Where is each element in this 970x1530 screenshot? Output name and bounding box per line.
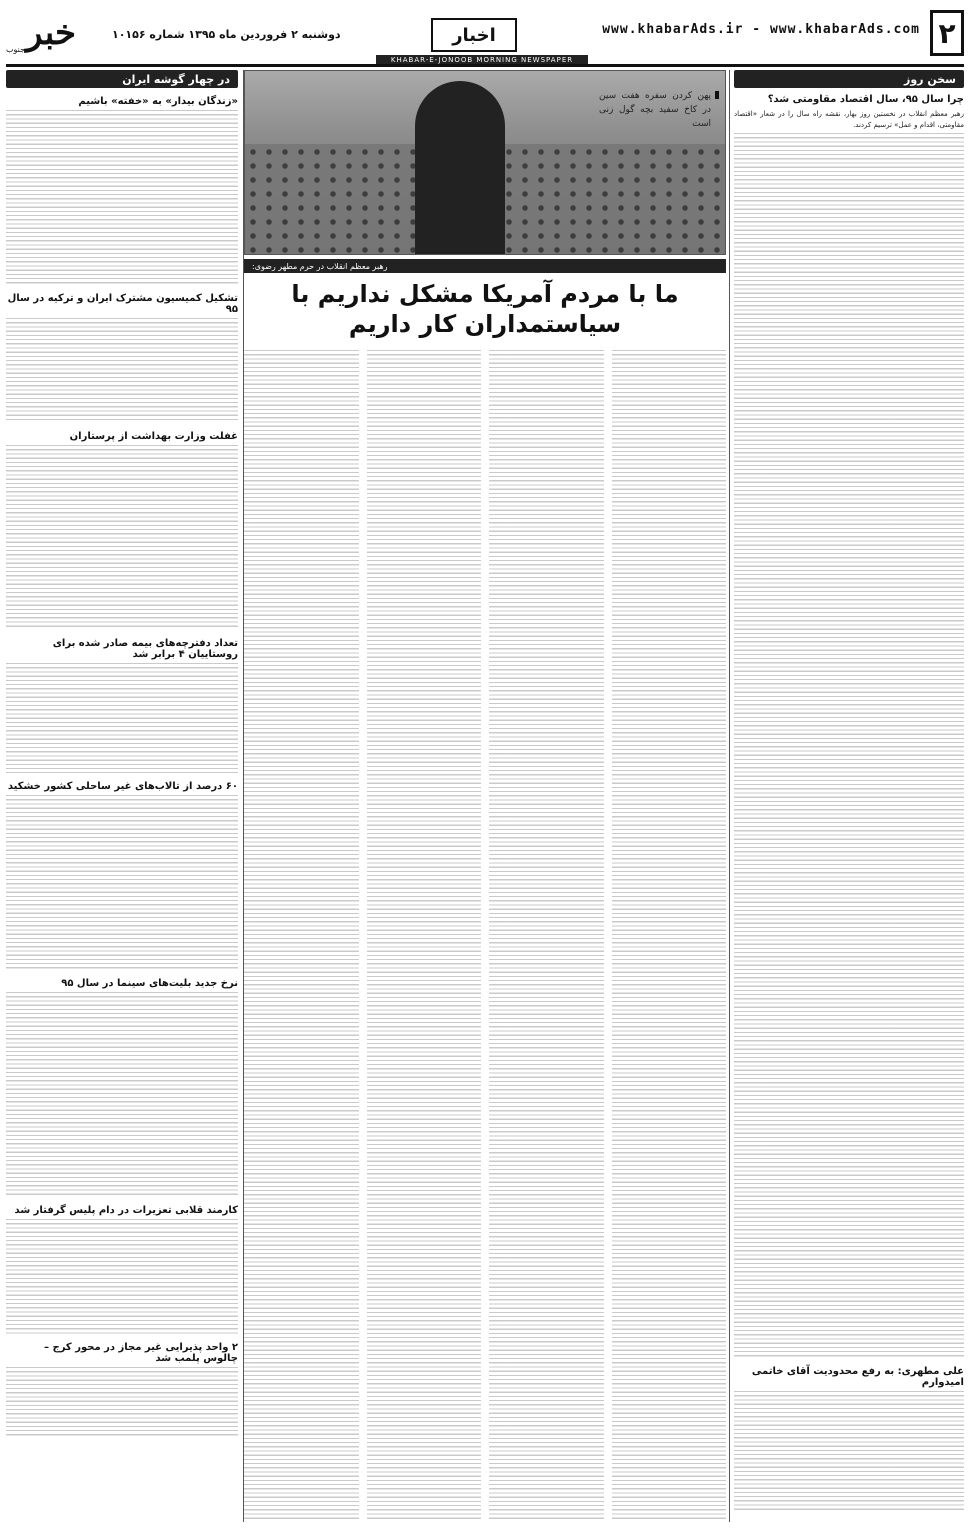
header-rule — [6, 64, 964, 67]
brief-text — [6, 992, 238, 1197]
story-text-column — [244, 350, 359, 1520]
brief-title[interactable]: ۶۰ درصد از تالاب‌های غیر ساحلی کشور خشکید — [7, 781, 238, 792]
bottom-story-text — [734, 1391, 964, 1511]
section-title: اخبار — [431, 18, 517, 52]
issue-line: دوشنبه ۲ فروردین ماه ۱۳۹۵ شماره ۱۰۱۵۶ — [112, 28, 341, 41]
editorial-column — [734, 70, 964, 1522]
brief-text — [6, 318, 238, 423]
bottom-story-title[interactable]: علی مطهری: به رفع محدودیت آقای خاتمی امیدوارم — [751, 1366, 964, 1388]
brief-title[interactable]: نرخ جدید بلیت‌های سینما در سال ۹۵ — [61, 978, 238, 989]
brief-title[interactable]: «زندگان بیدار» به «خفته» باشیم — [78, 96, 238, 107]
site-url[interactable]: www.khabarAds.ir - www.khabarAds.com — [602, 22, 920, 37]
story-text-column — [367, 350, 482, 1520]
brief-text — [6, 795, 238, 970]
page-number: ۲ — [930, 10, 964, 56]
main-story — [244, 70, 726, 1522]
editorial-lead: رهبر معظم انقلاب در نخستین روز بهار، نقشه راه سال را در شعار «اقتصاد مقاومتی، اقدام و عمل» ترسیم کردند. — [734, 110, 964, 129]
story-text-column — [612, 350, 727, 1520]
photo-speaker — [415, 81, 505, 255]
brief-title[interactable]: غفلت وزارت بهداشت از پرستاران — [69, 431, 238, 442]
label-square-icon — [715, 91, 719, 99]
news-briefs-column — [6, 70, 238, 1522]
brief-text — [6, 663, 238, 773]
brief-title[interactable]: تعداد دفترچه‌های بیمه صادر شده برای روستاییان ۴ برابر شد — [52, 638, 238, 660]
editorial-box-title: سخن روز — [734, 70, 964, 88]
masthead — [6, 10, 964, 56]
brief-title[interactable]: ۲ واحد پذیرایی غیر مجاز در محور کرج – چالوس پلمب شد — [44, 1342, 238, 1364]
story-text-column — [489, 350, 604, 1520]
logo-word: خبر — [25, 13, 77, 53]
brief-text — [6, 445, 238, 630]
story-headline[interactable]: ما با مردم آمریکا مشکل نداریم با سیاستمداران کار داریم — [291, 280, 679, 338]
editorial-body-text — [734, 133, 964, 1358]
logo-sub: جنوب — [6, 45, 26, 54]
english-strip: KHABAR-E-JONOOB MORNING NEWSPAPER — [376, 55, 588, 65]
brief-text — [6, 1219, 238, 1334]
brief-title[interactable]: کارمند قلابی تعزیرات در دام پلیس گرفتار شد — [14, 1205, 238, 1216]
story-overline: رهبر معظم انقلاب در حرم مطهر رضوی: — [244, 259, 726, 273]
brief-title[interactable]: تشکیل کمیسیون مشترک ایران و ترکیه در سال ۹۵ — [7, 293, 238, 315]
main-photo — [244, 70, 726, 255]
briefs-box-title: در چهار گوشه ایران — [6, 70, 238, 88]
brief-text — [6, 110, 238, 285]
column-divider — [729, 70, 730, 1522]
photo-label — [599, 89, 719, 131]
newspaper-logo — [6, 10, 96, 56]
brief-text — [6, 1367, 238, 1437]
editorial-title[interactable]: چرا سال ۹۵، سال اقتصاد مقاومتی شد؟ — [767, 94, 964, 105]
photo-label-text: پهن کردن سفره هفت سین در کاخ سفید بچه گول زنی است — [599, 91, 711, 129]
story-columns — [244, 347, 726, 1520]
